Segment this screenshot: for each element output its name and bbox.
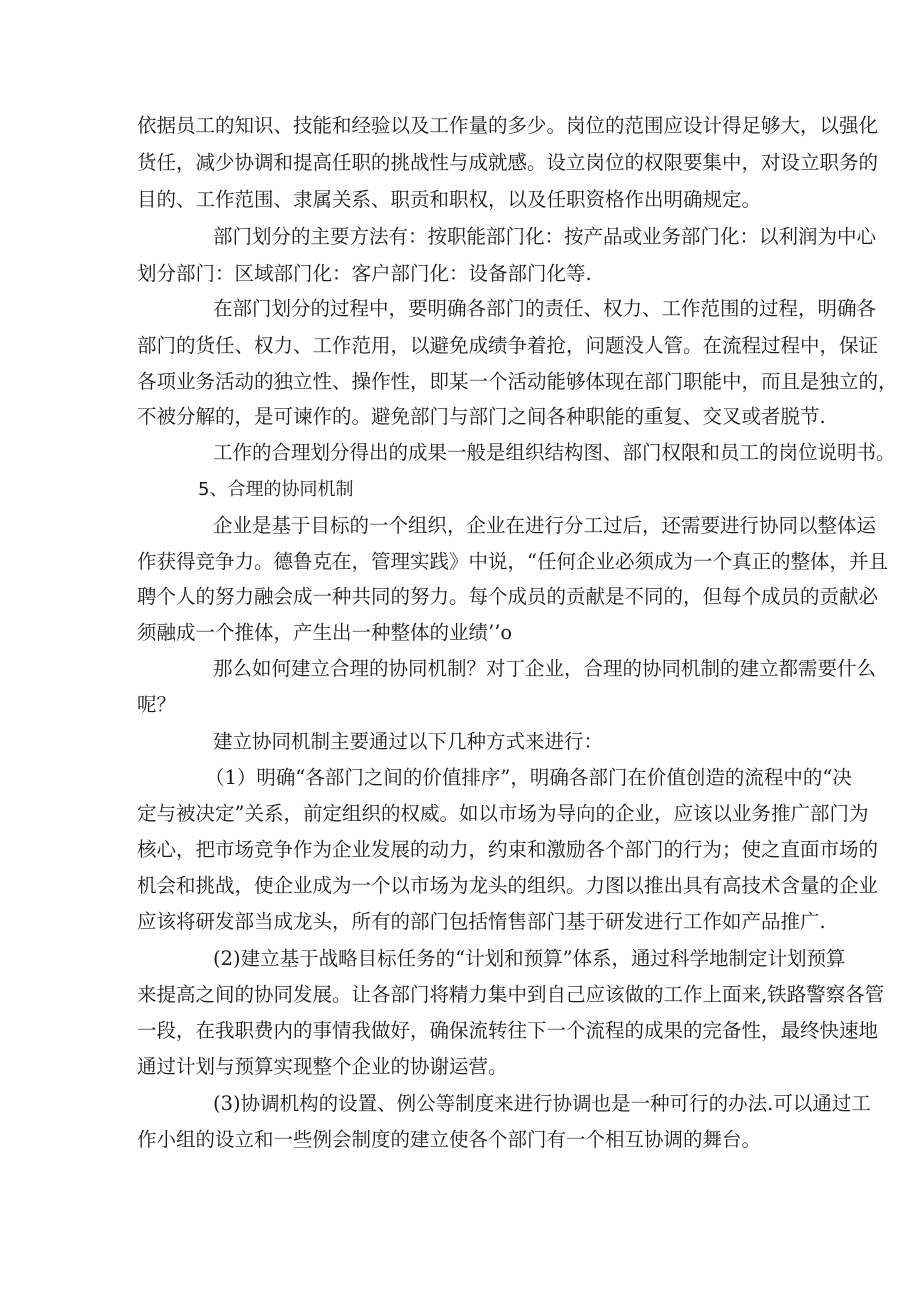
paragraph-line: 企业是基于目标的一个组织，企业在进行分工过后，还需要进行协同以整体运 bbox=[213, 514, 877, 537]
paragraph-line: 须融成一个推体，产生出一种整体的业绩’’o bbox=[137, 621, 513, 644]
paragraph-line: 各项业务活动的独立性、操作性，即某一个活动能够体现在部门职能中，而且是独立的， bbox=[137, 370, 898, 393]
paragraph-line: 来提高之间的协同发展。让各部门将精力集中到自己应该做的工作上面来,铁路警察各管 bbox=[137, 983, 885, 1006]
paragraph-line: 聘个人的努力融会成一种共同的努力。每个成员的贡献是不同的，但每个成员的贡献必 bbox=[137, 585, 879, 608]
paragraph-line: 工作的合理划分得出的成果一般是组织结构图、部门权限和员工的岗位说明书。 bbox=[213, 441, 896, 464]
paragraph-line: 作小组的设立和一些例会制度的建立使各个部门有一个相互协调的舞台。 bbox=[137, 1128, 762, 1151]
paragraph-line: 目的、工作范围、隶属关系、职贡和职权，以及任职资格作出明确规定。 bbox=[137, 188, 762, 211]
paragraph-line: 机会和挑战，使企业成为一个以市场为龙头的组织。力图以推出具有高技术含量的企业 bbox=[137, 874, 879, 897]
paragraph-line: 不被分解的，是可谏作的。避免部门与部门之间各种职能的重复、交叉或者脱节. bbox=[137, 405, 826, 428]
paragraph-line: 呢？ bbox=[137, 693, 177, 716]
paragraph-line: 一段，在我职费内的事情我做好，确保流转往下一个流程的成果的完备性，最终快速地 bbox=[137, 1019, 879, 1042]
paragraph-line: 作获得竞争力。德鲁克在，管理实践》中说，“任何企业必须成为一个真正的整体，并且 bbox=[137, 550, 888, 573]
paragraph-line: 核心，把市场竞争作为企业发展的动力，约束和激励各个部门的行为；使之直面市场的 bbox=[137, 838, 879, 861]
paragraph-line: 货任，减少协调和提高任职的挑战性与成就感。设立岗位的权限要集中，对设立职务的 bbox=[137, 151, 879, 174]
paragraph-line: 部门的货任、权力、工作范用，以避免成绩争着抢，问题没人管。在流程过程中，保证 bbox=[137, 334, 879, 357]
paragraph-line: （1）明确“各部门之间的价值排序”，明确各部门在价值创造的流程中的“决 bbox=[205, 766, 852, 789]
paragraph-line: 应该将研发部当成龙头，所有的部门包括惰售部门基于研发进行工作如产品推广. bbox=[137, 910, 826, 933]
paragraph-line: 建立协同机制主要通过以下几种方式来进行： bbox=[213, 730, 604, 753]
paragraph-line: 通过计划与预算实现整个企业的协谢运营。 bbox=[137, 1055, 508, 1078]
section-heading: 5、合理的协同机制 bbox=[198, 479, 354, 500]
paragraph-line: 依据员工的知识、技能和经验以及工作量的多少。岗位的范围应设计得足够大，以强化 bbox=[137, 114, 879, 137]
paragraph-line: (3)协调机构的设置、例公等制度来进行协调也是一种可行的办法.可以通过工 bbox=[213, 1092, 871, 1115]
paragraph-line: 划分部门：区域部门化：客户部门化：设备部门化等. bbox=[137, 262, 592, 285]
paragraph-line: 在部门划分的过程中，要明确各部门的责任、权力、工作范围的过程，明确各 bbox=[213, 297, 877, 320]
paragraph-line: 部门划分的主要方法有：按职能部门化：按产品或业务部门化：以利润为中心 bbox=[213, 225, 877, 248]
paragraph-line: (2)建立基于战略目标任务的“计划和预算”体系，通过科学地制定计划预算 bbox=[213, 947, 846, 970]
paragraph-line: 定与被决定”关系，前定组织的权威。如以市场为导向的企业，应该以业务推广部门为 bbox=[137, 802, 869, 825]
paragraph-line: 那么如何建立合理的协同机制？对丁企业，合理的协同机制的建立都需要什么 bbox=[213, 657, 877, 680]
